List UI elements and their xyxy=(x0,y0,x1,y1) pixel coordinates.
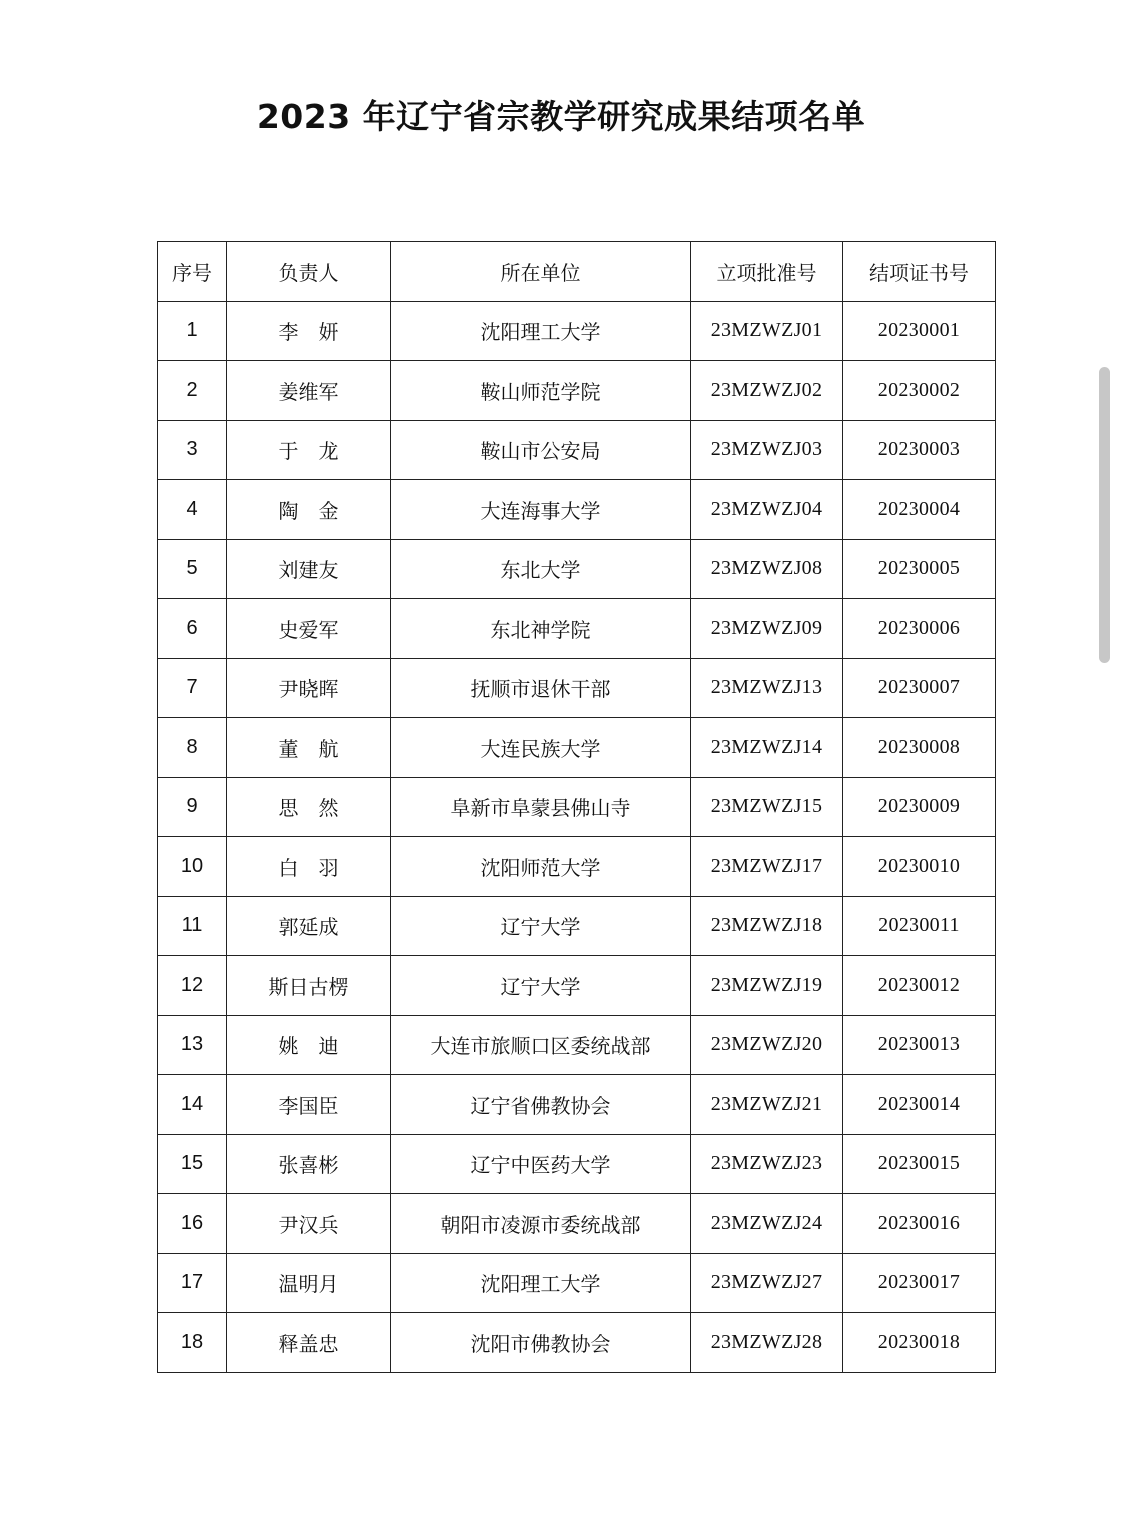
row-number: 17 xyxy=(158,1253,227,1313)
leader-name: 史爱军 xyxy=(227,599,391,659)
table-row xyxy=(158,1075,996,1135)
affiliation: 辽宁中医药大学 xyxy=(391,1134,691,1194)
table-row xyxy=(158,896,996,956)
certificate-number: 20230005 xyxy=(843,539,996,599)
certificate-number: 20230007 xyxy=(843,658,996,718)
approval-number: 23MZWZJ14 xyxy=(691,718,843,778)
approval-number: 23MZWZJ03 xyxy=(691,420,843,480)
leader-name: 思 然 xyxy=(227,777,391,837)
table-row xyxy=(158,777,996,837)
affiliation: 沈阳理工大学 xyxy=(391,301,691,361)
table-row xyxy=(158,301,996,361)
certificate-number: 20230013 xyxy=(843,1015,996,1075)
header-cert: 结项证书号 xyxy=(843,242,996,302)
row-number: 6 xyxy=(158,599,227,659)
certificate-number: 20230015 xyxy=(843,1134,996,1194)
affiliation: 沈阳市佛教协会 xyxy=(391,1313,691,1373)
affiliation: 东北大学 xyxy=(391,539,691,599)
affiliation: 鞍山市公安局 xyxy=(391,420,691,480)
leader-name: 郭延成 xyxy=(227,896,391,956)
row-number: 2 xyxy=(158,361,227,421)
scrollbar-thumb[interactable] xyxy=(1099,367,1110,663)
approval-number: 23MZWZJ24 xyxy=(691,1194,843,1254)
certificate-number: 20230004 xyxy=(843,480,996,540)
row-number: 1 xyxy=(158,301,227,361)
row-number: 11 xyxy=(158,896,227,956)
certificate-number: 20230018 xyxy=(843,1313,996,1373)
affiliation: 大连民族大学 xyxy=(391,718,691,778)
table-row xyxy=(158,1313,996,1373)
leader-name: 李 妍 xyxy=(227,301,391,361)
approval-number: 23MZWZJ23 xyxy=(691,1134,843,1194)
affiliation: 辽宁大学 xyxy=(391,896,691,956)
affiliation: 抚顺市退休干部 xyxy=(391,658,691,718)
certificate-number: 20230002 xyxy=(843,361,996,421)
approval-number: 23MZWZJ19 xyxy=(691,956,843,1016)
certificate-number: 20230014 xyxy=(843,1075,996,1135)
row-number: 7 xyxy=(158,658,227,718)
approval-number: 23MZWZJ28 xyxy=(691,1313,843,1373)
affiliation: 沈阳师范大学 xyxy=(391,837,691,897)
table-row xyxy=(158,1015,996,1075)
row-number: 4 xyxy=(158,480,227,540)
approval-number: 23MZWZJ09 xyxy=(691,599,843,659)
leader-name: 温明月 xyxy=(227,1253,391,1313)
results-table xyxy=(157,241,996,1373)
leader-name: 张喜彬 xyxy=(227,1134,391,1194)
row-number: 14 xyxy=(158,1075,227,1135)
page-title: 2023 年辽宁省宗教学研究成果结项名单 xyxy=(256,97,866,136)
approval-number: 23MZWZJ04 xyxy=(691,480,843,540)
affiliation: 辽宁省佛教协会 xyxy=(391,1075,691,1135)
leader-name: 斯日古楞 xyxy=(227,956,391,1016)
affiliation: 沈阳理工大学 xyxy=(391,1253,691,1313)
approval-number: 23MZWZJ08 xyxy=(691,539,843,599)
table-row xyxy=(158,837,996,897)
certificate-number: 20230009 xyxy=(843,777,996,837)
row-number: 13 xyxy=(158,1015,227,1075)
row-number: 3 xyxy=(158,420,227,480)
table-row xyxy=(158,718,996,778)
affiliation: 辽宁大学 xyxy=(391,956,691,1016)
leader-name: 李国臣 xyxy=(227,1075,391,1135)
affiliation: 阜新市阜蒙县佛山寺 xyxy=(391,777,691,837)
header-unit: 所在单位 xyxy=(391,242,691,302)
affiliation: 鞍山师范学院 xyxy=(391,361,691,421)
table-row xyxy=(158,420,996,480)
approval-number: 23MZWZJ20 xyxy=(691,1015,843,1075)
approval-number: 23MZWZJ17 xyxy=(691,837,843,897)
leader-name: 白 羽 xyxy=(227,837,391,897)
leader-name: 董 航 xyxy=(227,718,391,778)
approval-number: 23MZWZJ21 xyxy=(691,1075,843,1135)
certificate-number: 20230001 xyxy=(843,301,996,361)
table-row xyxy=(158,658,996,718)
row-number: 18 xyxy=(158,1313,227,1373)
certificate-number: 20230010 xyxy=(843,837,996,897)
table-row xyxy=(158,1253,996,1313)
header-name: 负责人 xyxy=(227,242,391,302)
header-no: 序号 xyxy=(158,242,227,302)
header-code: 立项批准号 xyxy=(691,242,843,302)
row-number: 9 xyxy=(158,777,227,837)
table-header-row xyxy=(158,242,996,302)
leader-name: 陶 金 xyxy=(227,480,391,540)
affiliation: 大连市旅顺口区委统战部 xyxy=(391,1015,691,1075)
table-row xyxy=(158,599,996,659)
row-number: 12 xyxy=(158,956,227,1016)
leader-name: 姚 迪 xyxy=(227,1015,391,1075)
approval-number: 23MZWZJ15 xyxy=(691,777,843,837)
certificate-number: 20230006 xyxy=(843,599,996,659)
row-number: 8 xyxy=(158,718,227,778)
row-number: 15 xyxy=(158,1134,227,1194)
certificate-number: 20230017 xyxy=(843,1253,996,1313)
affiliation: 东北神学院 xyxy=(391,599,691,659)
approval-number: 23MZWZJ18 xyxy=(691,896,843,956)
table-row xyxy=(158,539,996,599)
approval-number: 23MZWZJ01 xyxy=(691,301,843,361)
certificate-number: 20230012 xyxy=(843,956,996,1016)
affiliation: 大连海事大学 xyxy=(391,480,691,540)
table-row xyxy=(158,956,996,1016)
certificate-number: 20230011 xyxy=(843,896,996,956)
table-row xyxy=(158,480,996,540)
approval-number: 23MZWZJ02 xyxy=(691,361,843,421)
certificate-number: 20230016 xyxy=(843,1194,996,1254)
leader-name: 尹晓晖 xyxy=(227,658,391,718)
approval-number: 23MZWZJ13 xyxy=(691,658,843,718)
leader-name: 刘建友 xyxy=(227,539,391,599)
row-number: 5 xyxy=(158,539,227,599)
certificate-number: 20230003 xyxy=(843,420,996,480)
row-number: 16 xyxy=(158,1194,227,1254)
table-row xyxy=(158,1134,996,1194)
table-body xyxy=(158,301,996,1372)
table-row xyxy=(158,361,996,421)
certificate-number: 20230008 xyxy=(843,718,996,778)
row-number: 10 xyxy=(158,837,227,897)
approval-number: 23MZWZJ27 xyxy=(691,1253,843,1313)
leader-name: 尹汉兵 xyxy=(227,1194,391,1254)
table-row xyxy=(158,1194,996,1254)
leader-name: 姜维军 xyxy=(227,361,391,421)
leader-name: 释盖忠 xyxy=(227,1313,391,1373)
leader-name: 于 龙 xyxy=(227,420,391,480)
affiliation: 朝阳市凌源市委统战部 xyxy=(391,1194,691,1254)
